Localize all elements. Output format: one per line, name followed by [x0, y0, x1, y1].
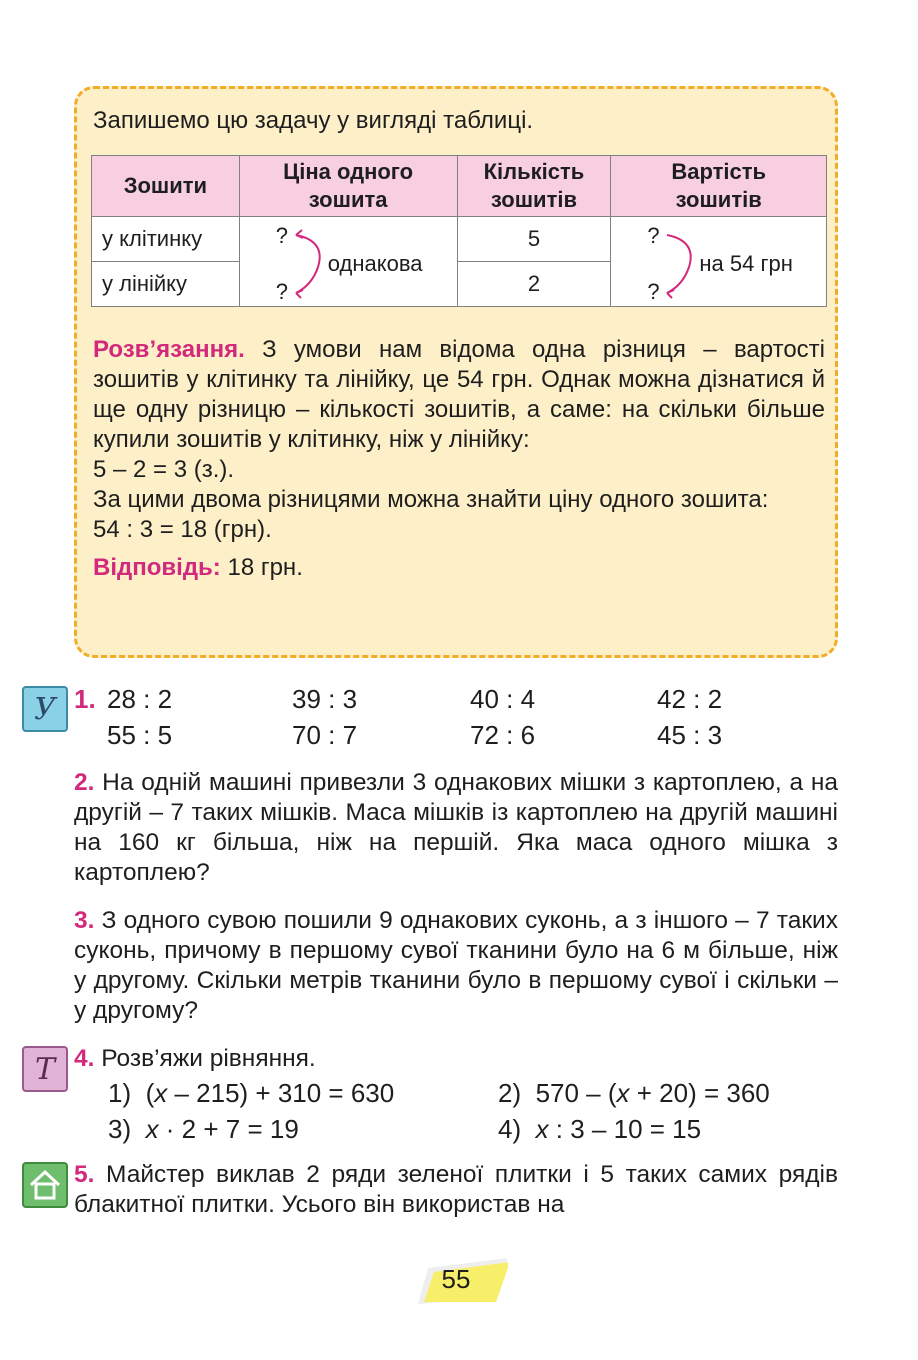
row-label: у лінійку: [92, 262, 240, 307]
equation: 3) x · 2 + 7 = 19: [108, 1114, 299, 1144]
task-4: [74, 1044, 838, 1074]
unknown-mark: ?: [647, 223, 660, 248]
count-cell: 2: [457, 262, 611, 307]
equation: 1) (x – 215) + 310 = 630: [108, 1078, 395, 1108]
task-title: Розв’яжи рівняння.: [101, 1045, 316, 1072]
expression: 28 : 2: [107, 684, 173, 714]
price-cell: [239, 217, 457, 307]
cost-note: на 54 грн: [699, 251, 793, 276]
task-3: [74, 906, 838, 1026]
step-1: 5 – 2 = 3 (з.).: [93, 456, 235, 483]
task-number: 5.: [74, 1161, 95, 1188]
problem-table: [91, 155, 827, 307]
expression: 55 : 5: [107, 720, 173, 750]
equation: 4) x : 3 – 10 = 15: [498, 1114, 702, 1144]
example-box: [74, 86, 838, 658]
task-number: 4.: [74, 1045, 95, 1072]
table-header: Кількість зошитів: [457, 156, 611, 217]
difference-bracket-icon: [663, 227, 699, 299]
home-icon: [22, 1162, 68, 1208]
table-header: Зошити: [92, 156, 240, 217]
solution-paragraph: [93, 335, 825, 455]
solution-label: Розв’язання.: [93, 336, 245, 363]
expression: 45 : 3: [657, 720, 723, 750]
step-3: 54 : 3 = 18 (грн).: [93, 516, 272, 543]
table-row: [92, 217, 827, 262]
task-number: 2.: [74, 769, 95, 796]
task-5: [74, 1160, 838, 1220]
expression: 42 : 2: [657, 684, 723, 714]
theory-badge-icon: Т: [22, 1046, 68, 1092]
table-header: Вартість зошитів: [611, 156, 827, 217]
unknown-mark: ?: [275, 223, 289, 248]
unknown-mark: ?: [647, 279, 660, 304]
table-header-row: [92, 156, 827, 217]
answer-label: Відповідь:: [93, 554, 221, 581]
step-2-text: За цими двома різницями можна знайти ціну одного зошита:: [93, 486, 769, 513]
row-label: у клітинку: [92, 217, 240, 262]
equation: 2) 570 – (x + 20) = 360: [498, 1078, 770, 1108]
task-text: Майстер виклав 2 ряди зеленої плитки і 5 таких самих рядів блакитної плитки. Усього він використав на: [74, 1161, 839, 1218]
task-text: З одного сувою пошили 9 однакових суконь, а з іншого – 7 таких суконь, причому в першому сувої тканини було на 6 м більше, ніж у другому. Скільки метрів тканини було в першому сувої і скільки – у другому?: [74, 907, 838, 1024]
task-text: На одній машині привезли 3 однакових мішки з картоплею, а на другій – 7 таких мішків. Маса мішків із картоплею на другій машині на 160 кг більша, ніж на першій. Яка маса одного мішка з картоплею?: [74, 769, 838, 886]
expression: 72 : 6: [470, 720, 536, 750]
solution: [93, 335, 825, 583]
equal-bracket-icon: [292, 227, 328, 299]
task-number: 1.: [74, 684, 96, 714]
answer-value: 18 грн.: [227, 554, 303, 581]
cost-cell: [611, 217, 827, 307]
count-cell: 5: [457, 217, 611, 262]
expression: 70 : 7: [292, 720, 358, 750]
solution-text: З умови нам відома одна різниця – вартості зошитів у клітинку та лінійку, це 54 грн. Однак можна дізнатися й ще одну різницю – кількості зошитів, а саме: на скільки більше купили зошитів у клітинку, ніж у лінійку:: [93, 336, 825, 453]
answer: [93, 553, 825, 583]
page-number: 55: [441, 1264, 471, 1294]
task-number: 3.: [74, 907, 95, 934]
oral-badge-icon: У: [22, 686, 68, 732]
unknown-mark: ?: [275, 279, 289, 304]
expression: 39 : 3: [292, 684, 358, 714]
task-2: [74, 768, 838, 888]
price-note: однакова: [327, 251, 423, 276]
expression: 40 : 4: [470, 684, 536, 714]
table-header: Ціна одного зошита: [239, 156, 457, 217]
intro-text: Запишемо цю задачу у вигляді таблиці.: [93, 107, 534, 134]
